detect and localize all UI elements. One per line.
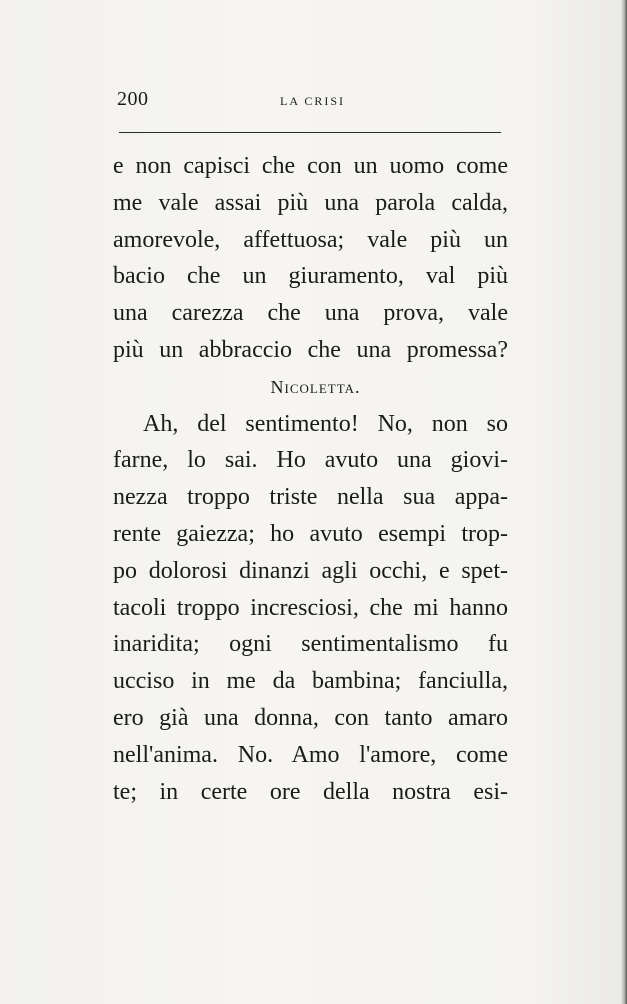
text-line: farne, lo sai. Ho avuto una giovi-: [113, 447, 508, 474]
text-line: nezza troppo triste nella sua appa-: [113, 484, 508, 511]
text-line: nell'anima. No. Amo l'amore, come: [113, 741, 508, 768]
header-rule: [119, 132, 501, 133]
text-line: rente gaiezza; ho avuto esempi trop-: [113, 520, 508, 547]
text-line: più un abbraccio che una promessa?: [113, 336, 508, 363]
text-line: tacoli troppo incresciosi, che mi hanno: [113, 594, 508, 621]
text-line: inaridita; ogni sentimentalismo fu: [113, 631, 508, 658]
text-line: ero già una donna, con tanto amaro: [113, 704, 508, 731]
text-line: po dolorosi dinanzi agli occhi, e spet-: [113, 557, 508, 584]
text-line: ucciso in me da bambina; fanciulla,: [113, 668, 508, 695]
text-line: Ah, del sentimento! No, non so: [143, 410, 508, 437]
text-line: una carezza che una prova, vale: [113, 300, 508, 327]
text-line: bacio che un giuramento, val più: [113, 263, 508, 290]
page-edge-shadow: [621, 0, 627, 1004]
page-number: 200: [117, 88, 149, 110]
text-line: te; in certe ore della nostra esi-: [113, 778, 508, 805]
text-line: e non capisci che con un uomo come: [113, 153, 508, 179]
text-line: amorevole, affettuosa; vale più un: [113, 226, 508, 253]
page-header: [112, 88, 504, 112]
running-title: LA CRISI: [280, 94, 346, 108]
text-line: me vale assai più una parola calda,: [113, 189, 508, 216]
speaker-name: Nicoletta.: [270, 376, 361, 397]
text-block: [113, 148, 508, 810]
